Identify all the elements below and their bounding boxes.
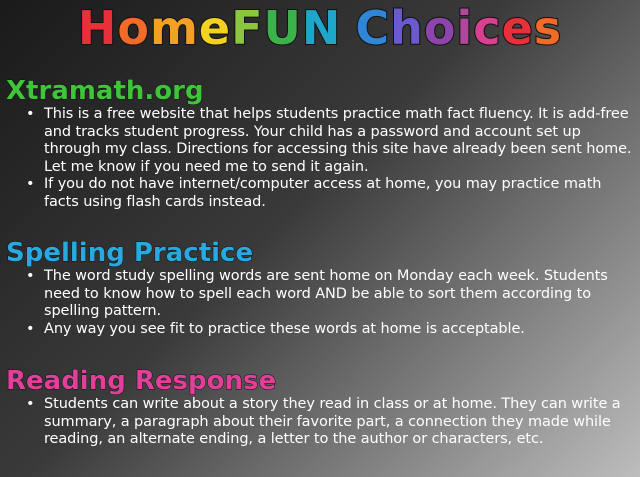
section-spelling-practice <box>6 238 634 338</box>
section-heading: Spelling Practice <box>6 238 254 268</box>
title-letter: e <box>198 1 232 55</box>
section-reading-response <box>6 366 634 449</box>
list-item: • If you do not have internet/computer access at home, you may practice math facts using flash cards instead. <box>44 176 634 211</box>
bullet-list <box>6 106 634 211</box>
title-letter: i <box>456 1 474 55</box>
title-letter: U <box>263 1 302 55</box>
title-letter: e <box>501 1 534 55</box>
title-letter: C <box>355 1 391 55</box>
section-heading: Reading Response <box>6 366 277 396</box>
title-letter: F <box>231 1 264 55</box>
list-item: • Students can write about a story they read in class or at home. They can write a summary, a paragraph about their favorite part, a connection they made while reading, an alternate ending, a letter to the author or characters, etc. <box>44 396 634 449</box>
list-item: • The word study spelling words are sent home on Monday each week. Students need to know how to spell each word AND be able to sort them according to spelling pattern. <box>44 268 634 321</box>
title-letter: H <box>77 1 118 55</box>
title-letter: o <box>423 1 457 55</box>
title-letter: c <box>473 1 502 55</box>
page-title <box>0 2 640 54</box>
list-item: • This is a free website that helps students practice math fact fluency. It is add-free and tracks student progress. Your child has a password and account set up through my class. Directions for accessing this site have already been sent home. Let me know if you need me to send it again. <box>44 106 634 176</box>
title-letter: m <box>149 1 199 55</box>
title-letter: N <box>301 1 342 55</box>
section-heading: Xtramath.org <box>6 76 204 106</box>
title-letter: s <box>533 1 563 55</box>
list-item: • Any way you see fit to practice these words at home is acceptable. <box>44 321 634 339</box>
section-xtramath <box>6 76 634 211</box>
title-letter: h <box>390 1 424 55</box>
bullet-list <box>6 396 634 449</box>
bullet-list <box>6 268 634 338</box>
title-letter: o <box>117 1 150 55</box>
